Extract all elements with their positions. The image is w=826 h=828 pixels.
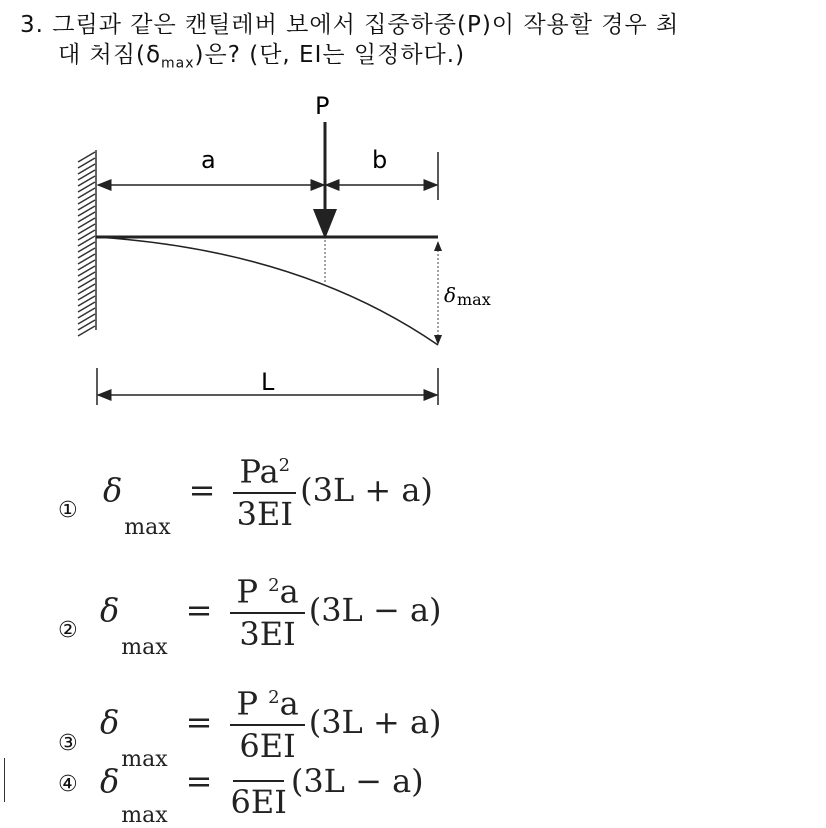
question-line-1: 3. 그림과 같은 캔틸레버 보에서 집중하중(P)이 작용할 경우 최 [20,12,680,38]
denominator: 3EI [236,494,293,533]
denominator: 6EI [239,726,296,765]
wall-hatch-line [78,266,95,276]
fixed-wall [78,150,96,336]
exponent: 2 [268,575,280,596]
wall-hatch-line [78,272,95,282]
question-text: 대 처짐(δ [58,42,162,68]
wall-hatch-line [78,284,95,294]
wall-hatch-line [78,326,95,336]
wall-hatch-line [78,320,95,330]
delta-symbol: δ [100,590,120,629]
option-3-number[interactable]: ③ [58,731,78,756]
question-text-end: )은? (단, EI는 일정하다.) [194,42,466,68]
equals: = [185,702,213,741]
wall-hatch-line [78,260,95,270]
question-subscript: max [161,55,195,72]
wall-hatch-line [78,176,95,186]
wall-hatch-line [78,182,95,192]
delta-symbol: δ [100,702,120,741]
wall-hatch-line [78,230,95,240]
wall-hatch-line [78,194,95,204]
fraction [230,678,304,766]
wall-hatch-line [78,290,95,300]
option-1-number[interactable]: ① [58,498,78,523]
numerator-tail: a [279,572,299,611]
wall-hatch-line [78,170,95,180]
option-2-number[interactable]: ② [58,618,78,643]
delta-symbol: δ [100,762,120,800]
equals: = [185,762,213,800]
left-margin-line [4,758,5,802]
wall-hatch-line [78,200,95,210]
denominator: 6EI [230,783,287,821]
delta-sub: max [457,290,491,309]
subscript: max [121,634,168,660]
equals: = [185,590,213,629]
option-1-formula[interactable] [103,446,433,540]
b-label: b [372,146,388,174]
wall-hatch-line [78,218,95,228]
wall-hatch-line [78,254,95,264]
numerator: P [236,572,269,611]
L-label: L [261,368,275,396]
deflection-curve [96,237,438,345]
wall-hatch-line [78,158,95,168]
parenthesis-term: (3L − a) [290,762,424,800]
delta-symbol: δ [103,470,123,509]
parenthesis-term: (3L + a) [308,702,442,741]
wall-hatch-line [78,308,95,318]
parenthesis-term: (3L − a) [308,590,442,629]
wall-hatch-line [78,236,95,246]
wall-hatch-line [78,152,95,162]
load-label: P [315,92,330,120]
wall-hatch-line [78,314,95,324]
wall-hatch-line [78,164,95,174]
numerator: P [236,684,269,723]
option-2-formula[interactable] [100,566,442,660]
wall-hatch-line [78,224,95,234]
exponent: 2 [278,455,291,476]
wall-hatch-line [78,296,95,306]
wall-hatch-line [78,206,95,216]
denominator: 3EI [239,614,296,653]
subscript: max [121,746,168,772]
subscript: max [121,803,168,828]
wall-hatch-line [78,248,95,258]
delta-label: δ [444,283,457,307]
wall-hatch-line [78,212,95,222]
a-label: a [201,146,216,174]
wall-hatch-line [78,302,95,312]
fraction [233,446,296,534]
wall-hatch-line [78,242,95,252]
wall-hatch-line [78,278,95,288]
equals: = [188,470,216,509]
option-3-formula[interactable] [100,678,442,772]
wall-hatch-line [78,188,95,198]
option-4-number[interactable]: ④ [58,772,78,797]
subscript: max [124,514,171,540]
numerator-tail: a [279,684,299,723]
parenthesis-term: (3L + a) [300,470,433,509]
exponent: 2 [268,687,280,708]
fraction [230,566,304,654]
numerator: Pa [239,452,279,491]
